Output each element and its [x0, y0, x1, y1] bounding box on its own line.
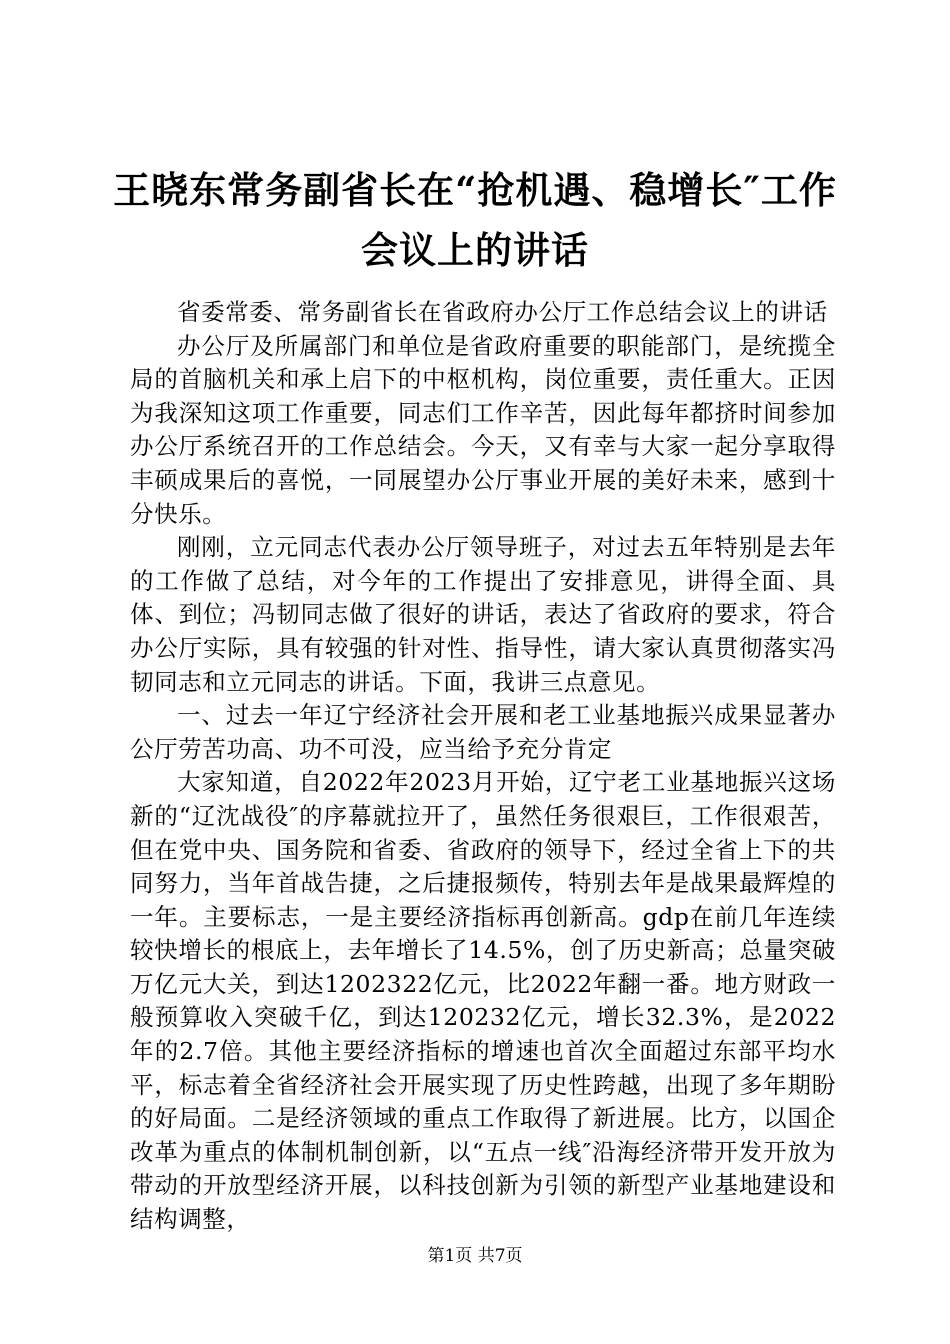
paragraph: 办公厅及所属部门和单位是省政府重要的职能部门，是统揽全局的首脑机关和承上启下的中枢机构，岗位重要，责任重大。正因为我深知这项工作重要，同志们工作辛苦，因此每年都挤时间参加办公厅系统召开的工作总结会。今天，又有幸与大家一起分享取得丰硕成果后的喜悦，一同展望办公厅事业开展的美好未来，感到十分快乐。 [130, 331, 836, 528]
paragraph: 大家知道，自2022年2023月开始，辽宁老工业基地振兴这场新的“辽沈战役″的序幕就拉开了，虽然任务很艰巨，工作很艰苦，但在党中央、国务院和省委、省政府的领导下，经过全省上下的共同努力，当年首战告捷，之后捷报频传，特别去年是战果最辉煌的一年。主要标志，一是主要经济指标再创新高。gdp在前几年连续较快增长的根底上，去年增长了14.5%，创了历史新高；总量突破万亿元大关，到达1202322亿元，比2022年翻一番。地方财政一般预算收入突破千亿，到达120232亿元，增长32.3%，是2022年的2.7倍。其他主要经济指标的增速也首次全面超过东部平均水平，标志着全省经济社会开展实现了历史性跨越，出现了多年期盼的好局面。二是经济领域的重点工作取得了新进展。比方，以国企改革为重点的体制机制创新，以“五点一线″沿海经济带开发开放为带动的开放型经济开展，以科技创新为引领的新型产业基地建设和结构调整， [130, 768, 836, 1234]
page-number-footer: 第1页 共7页 [427, 1246, 523, 1266]
document-title [100, 160, 850, 280]
title-line-1: 王晓东常务副省长在“抢机遇、稳增长″工作 [113, 168, 837, 212]
document-body [130, 296, 836, 1237]
section-heading: 一、过去一年辽宁经济社会开展和老工业基地振兴成果显著办公厅劳苦功高、功不可没，应当给予充分肯定 [130, 701, 836, 763]
title-line-2: 会议上的讲话 [361, 228, 589, 272]
paragraph-subtitle: 省委常委、常务副省长在省政府办公厅工作总结会议上的讲话 [177, 298, 828, 326]
paragraph: 刚刚，立元同志代表办公厅领导班子，对过去五年特别是去年的工作做了总结，对今年的工作提出了安排意见，讲得全面、具体、到位；冯韧同志做了很好的讲话，表达了省政府的要求，符合办公厅实际，具有较强的针对性、指导性，请大家认真贯彻落实冯韧同志和立元同志的讲话。下面，我讲三点意见。 [130, 533, 836, 696]
